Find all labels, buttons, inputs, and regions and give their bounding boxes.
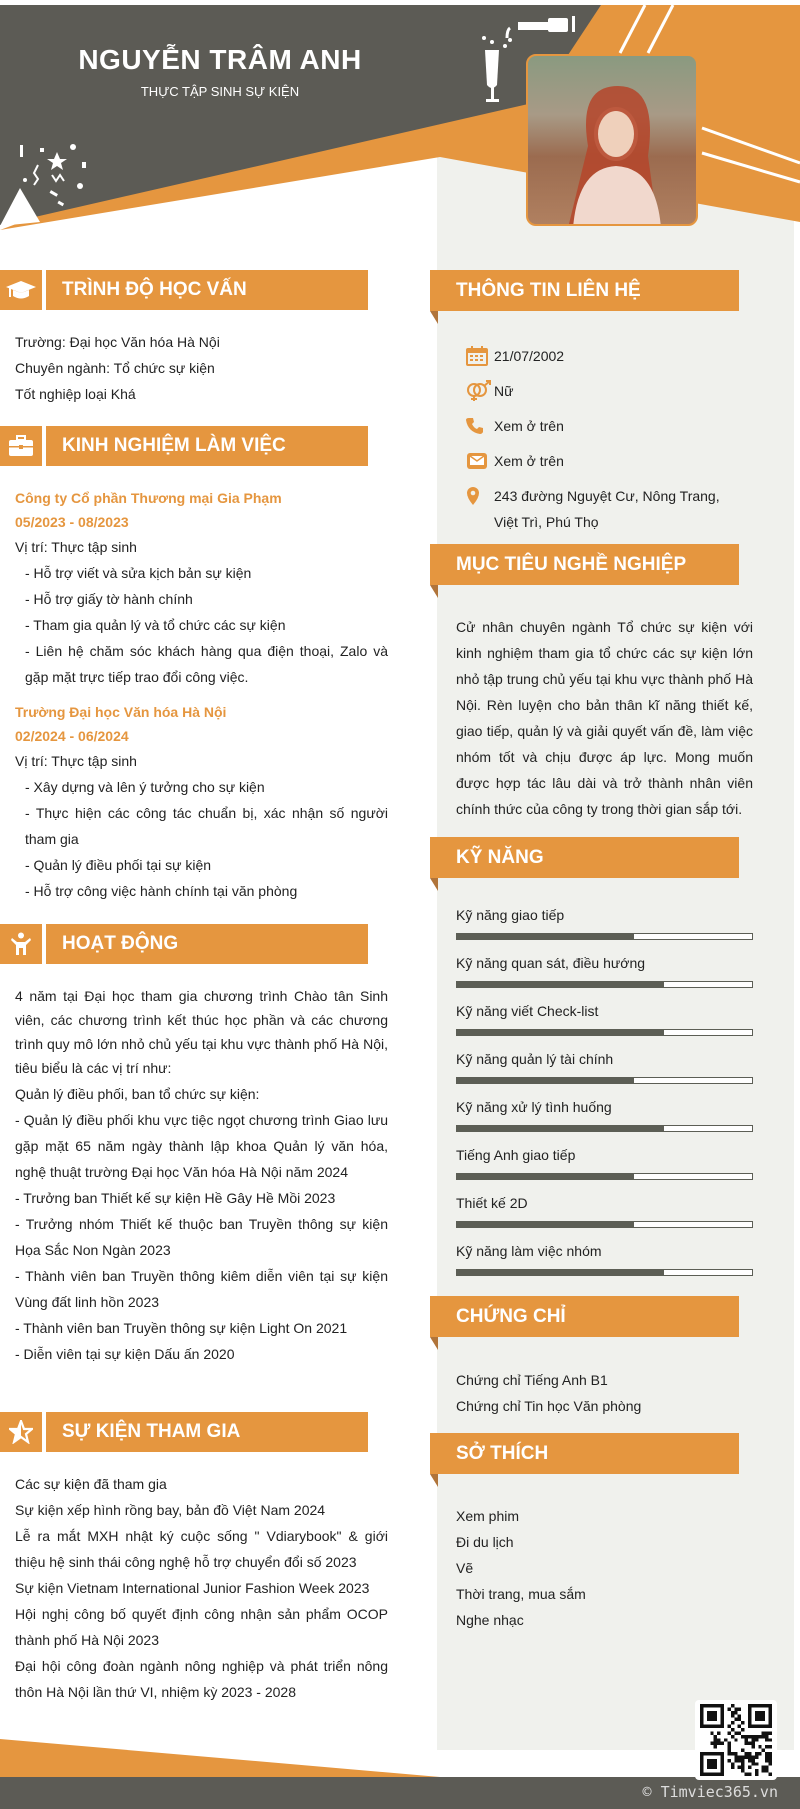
section-title-contact xyxy=(430,270,739,311)
contact-text: Xem ở trên xyxy=(494,418,564,434)
job-position: Vị trí: Thực tập sinh xyxy=(15,753,137,769)
experience-icon-box xyxy=(0,426,42,466)
job-entry xyxy=(15,486,388,690)
footer xyxy=(0,1777,800,1809)
skill-level-fill xyxy=(457,1029,664,1036)
skill-item xyxy=(456,1095,753,1143)
skill-level-fill xyxy=(457,1077,634,1084)
certificate-item: Chứng chỉ Tin học Văn phòng xyxy=(456,1398,642,1414)
activity-line: Quản lý điều phối, ban tổ chức sự kiện: xyxy=(15,1086,260,1102)
briefcase-icon xyxy=(8,435,34,457)
location-pin-icon xyxy=(466,483,494,509)
skill-item xyxy=(456,999,753,1047)
email-icon xyxy=(466,448,494,474)
section-title-skills xyxy=(430,837,739,878)
graduation-cap-icon xyxy=(6,279,36,301)
job-period: 02/2024 - 06/2024 xyxy=(15,728,129,744)
skill-item xyxy=(456,1191,753,1239)
skill-level-fill xyxy=(457,1173,634,1180)
skill-name: Kỹ năng quan sát, điều hướng xyxy=(456,955,646,971)
job-entry xyxy=(15,700,388,904)
contact-text: Nữ xyxy=(494,383,514,399)
objective-text: Cử nhân chuyên ngành Tổ chức sự kiện với kinh nghiệm tham gia tổ chức các sự kiện lớn nhỏ tập trung chủ yếu tại khu vực thành phố Hà Nội. Rèn luyện cho bản thân kĩ năng thiết kế, giao tiếp, quản lý và giải quyết vấn đề, làm việc nhóm tốt và chịu được áp lực. Mong muốn được hợp tác lâu dài và trở thành nhân viên chính thức của công ty trong thời gian sắp tới. xyxy=(456,619,753,817)
skills-title-text: KỸ NĂNG xyxy=(456,847,544,868)
skill-level-bar xyxy=(456,1173,753,1180)
skill-level-fill xyxy=(457,981,664,988)
skill-name: Kỹ năng quản lý tài chính xyxy=(456,1051,614,1067)
job-task: - Xây dựng và lên ý tưởng cho sự kiện xyxy=(25,779,265,795)
contact-text: 243 đường Nguyệt Cư, Nông Trang, Việt Trì, Phú Thọ xyxy=(494,488,720,530)
skill-name: Kỹ năng viết Check-list xyxy=(456,1003,599,1019)
skill-level-bar xyxy=(456,1221,753,1228)
job-period: 05/2023 - 08/2023 xyxy=(15,514,129,530)
activities-details xyxy=(15,984,388,1367)
contact-address xyxy=(456,483,753,535)
skill-name: Kỹ năng xử lý tình huống xyxy=(456,1099,612,1115)
footer-accent xyxy=(0,1735,450,1777)
skill-item xyxy=(456,1239,753,1287)
section-title-certificates xyxy=(430,1296,739,1337)
skill-level-bar xyxy=(456,1125,753,1132)
star-icon xyxy=(9,1420,33,1444)
job-task: - Thực hiện các công tác chuẩn bị, xác nhận số người tham gia xyxy=(25,805,388,847)
contact-title-text: THÔNG TIN LIÊN HỆ xyxy=(456,280,641,301)
education-icon-box xyxy=(0,270,42,310)
contact-birthdate xyxy=(456,343,753,378)
skill-level-bar xyxy=(456,1269,753,1276)
objective-title-text: MỤC TIÊU NGHỀ NGHIỆP xyxy=(456,554,687,575)
skills-list xyxy=(456,903,753,1287)
section-title-hobbies xyxy=(430,1433,739,1474)
qr-code xyxy=(695,1700,777,1780)
skill-level-fill xyxy=(457,1125,664,1132)
section-title-experience: KINH NGHIỆM LÀM VIỆC xyxy=(46,426,368,466)
hobby-item: Xem phim xyxy=(456,1508,520,1524)
calendar-icon xyxy=(466,343,494,369)
section-title-education: TRÌNH ĐỘ HỌC VẤN xyxy=(46,270,368,310)
section-title-activities: HOẠT ĐỘNG xyxy=(46,924,368,964)
hobbies-list xyxy=(456,1503,753,1633)
certificate-item: Chứng chỉ Tiếng Anh B1 xyxy=(456,1372,608,1388)
hobby-item: Vẽ xyxy=(456,1560,474,1576)
candidate-title: THỰC TẬP SINH SỰ KIỆN xyxy=(140,84,300,99)
skill-level-fill xyxy=(457,1221,634,1228)
job-task: - Hỗ trợ viết và sửa kịch bản sự kiện xyxy=(25,565,252,581)
skill-item xyxy=(456,951,753,999)
contact-gender xyxy=(456,378,753,413)
job-task: - Hỗ trợ công việc hành chính tại văn phòng xyxy=(25,883,298,899)
education-details xyxy=(15,329,388,407)
education-line: Trường: Đại học Văn hóa Hà Nội xyxy=(15,334,220,350)
candidate-name: NGUYỄN TRÂM ANH xyxy=(78,44,362,75)
skill-item xyxy=(456,1047,753,1095)
activity-line: - Quản lý điều phối khu vực tiệc ngọt chương trình Giao lưu gặp mặt 65 năm ngày thành lập khoa Quản lý văn hóa, nghệ thuật trường Đại học Văn hóa Hà Nội năm 2024 xyxy=(15,1112,388,1180)
event-line: Sự kiện Vietnam International Junior Fashion Week 2023 xyxy=(15,1580,370,1596)
activity-line: - Thành viên ban Truyền thông kiêm diễn viên tại sự kiện Vùng đất linh hồn 2023 xyxy=(15,1268,388,1310)
skill-name: Tiếng Anh giao tiếp xyxy=(456,1147,576,1163)
job-organization: Trường Đại học Văn hóa Hà Nội xyxy=(15,704,227,720)
job-task: - Quản lý điều phối tại sự kiện xyxy=(25,857,212,873)
skill-level-fill xyxy=(457,933,634,940)
skill-name: Thiết kế 2D xyxy=(456,1195,528,1211)
education-line: Tốt nghiệp loại Khá xyxy=(15,386,136,402)
job-organization: Công ty Cổ phần Thương mại Gia Phạm xyxy=(15,490,282,506)
section-title-events: SỰ KIỆN THAM GIA xyxy=(46,1412,368,1452)
events-list xyxy=(15,1471,388,1705)
job-position: Vị trí: Thực tập sinh xyxy=(15,539,137,555)
events-icon-box xyxy=(0,1412,42,1452)
skill-level-bar xyxy=(456,1077,753,1084)
skill-level-bar xyxy=(456,981,753,988)
event-line: Sự kiện xếp hình rồng bay, bản đồ Việt Nam 2024 xyxy=(15,1502,326,1518)
section-title-objective xyxy=(430,544,739,585)
contact-list xyxy=(456,343,753,535)
skill-level-bar xyxy=(456,933,753,940)
education-line: Chuyên ngành: Tổ chức sự kiện xyxy=(15,360,215,376)
activity-line: - Thành viên ban Truyền thông sự kiện Light On 2021 xyxy=(15,1320,348,1336)
activity-line: - Diễn viên tại sự kiện Dấu ấn 2020 xyxy=(15,1346,235,1362)
contact-text: 21/07/2002 xyxy=(494,348,565,364)
event-line: Đại hội công đoàn ngành nông nghiệp và phát triển nông thôn Hà Nội lần thứ VI, nhiệm kỳ 2023 - 2028 xyxy=(15,1658,388,1700)
phone-icon xyxy=(466,413,494,439)
skill-item xyxy=(456,1143,753,1191)
activities-intro: 4 năm tại Đại học tham gia chương trình Chào tân Sinh viên, các chương trình kết thúc học phần và các chương trình quy mô lớn nhỏ chủ yếu tại khu vực thành phố Hà Nội, tiêu biểu là các vị trí như: xyxy=(15,988,388,1076)
person-icon xyxy=(11,932,31,956)
event-line: Các sự kiện đã tham gia xyxy=(15,1476,167,1492)
hobbies-title-text: SỞ THÍCH xyxy=(456,1443,549,1464)
skill-level-bar xyxy=(456,1029,753,1036)
copyright-link[interactable]: © Timviec365.vn xyxy=(642,1783,778,1801)
job-task: - Hỗ trợ giấy tờ hành chính xyxy=(25,591,193,607)
job-task: - Liên hệ chăm sóc khách hàng qua điện thoại, Zalo và gặp mặt trực tiếp trao đổi công việc. xyxy=(25,643,388,685)
skill-item xyxy=(456,903,753,951)
contact-phone[interactable] xyxy=(456,413,753,448)
hobby-item: Đi du lịch xyxy=(456,1534,514,1550)
job-task: - Tham gia quản lý và tổ chức các sự kiện xyxy=(25,617,286,633)
gender-icon xyxy=(466,378,494,404)
skill-level-fill xyxy=(457,1269,664,1276)
event-line: Lễ ra mắt MXH nhật ký cuộc sống " Vdiarybook" & giới thiệu hệ sinh thái công nghệ hỗ trợ chuyển đổi số 2023 xyxy=(15,1528,388,1570)
activity-line: - Trưởng nhóm Thiết kế thuộc ban Truyền thông sự kiện Họa Sắc Non Ngàn 2023 xyxy=(15,1216,388,1258)
certificates-list xyxy=(456,1367,753,1419)
skill-name: Kỹ năng làm việc nhóm xyxy=(456,1243,602,1259)
skill-name: Kỹ năng giao tiếp xyxy=(456,907,565,923)
event-line: Hội nghị công bố quyết định công nhận sản phẩm OCOP thành phố Hà Nội 2023 xyxy=(15,1606,388,1648)
certificates-title-text: CHỨNG CHỈ xyxy=(456,1306,566,1327)
activity-line: - Trưởng ban Thiết kế sự kiện Hề Gây Hề Mồi 2023 xyxy=(15,1190,336,1206)
contact-email[interactable] xyxy=(456,448,753,483)
hobby-item: Thời trang, mua sắm xyxy=(456,1586,586,1602)
profile-photo xyxy=(526,54,698,226)
hobby-item: Nghe nhạc xyxy=(456,1612,524,1628)
contact-text: Xem ở trên xyxy=(494,453,564,469)
activities-icon-box xyxy=(0,924,42,964)
